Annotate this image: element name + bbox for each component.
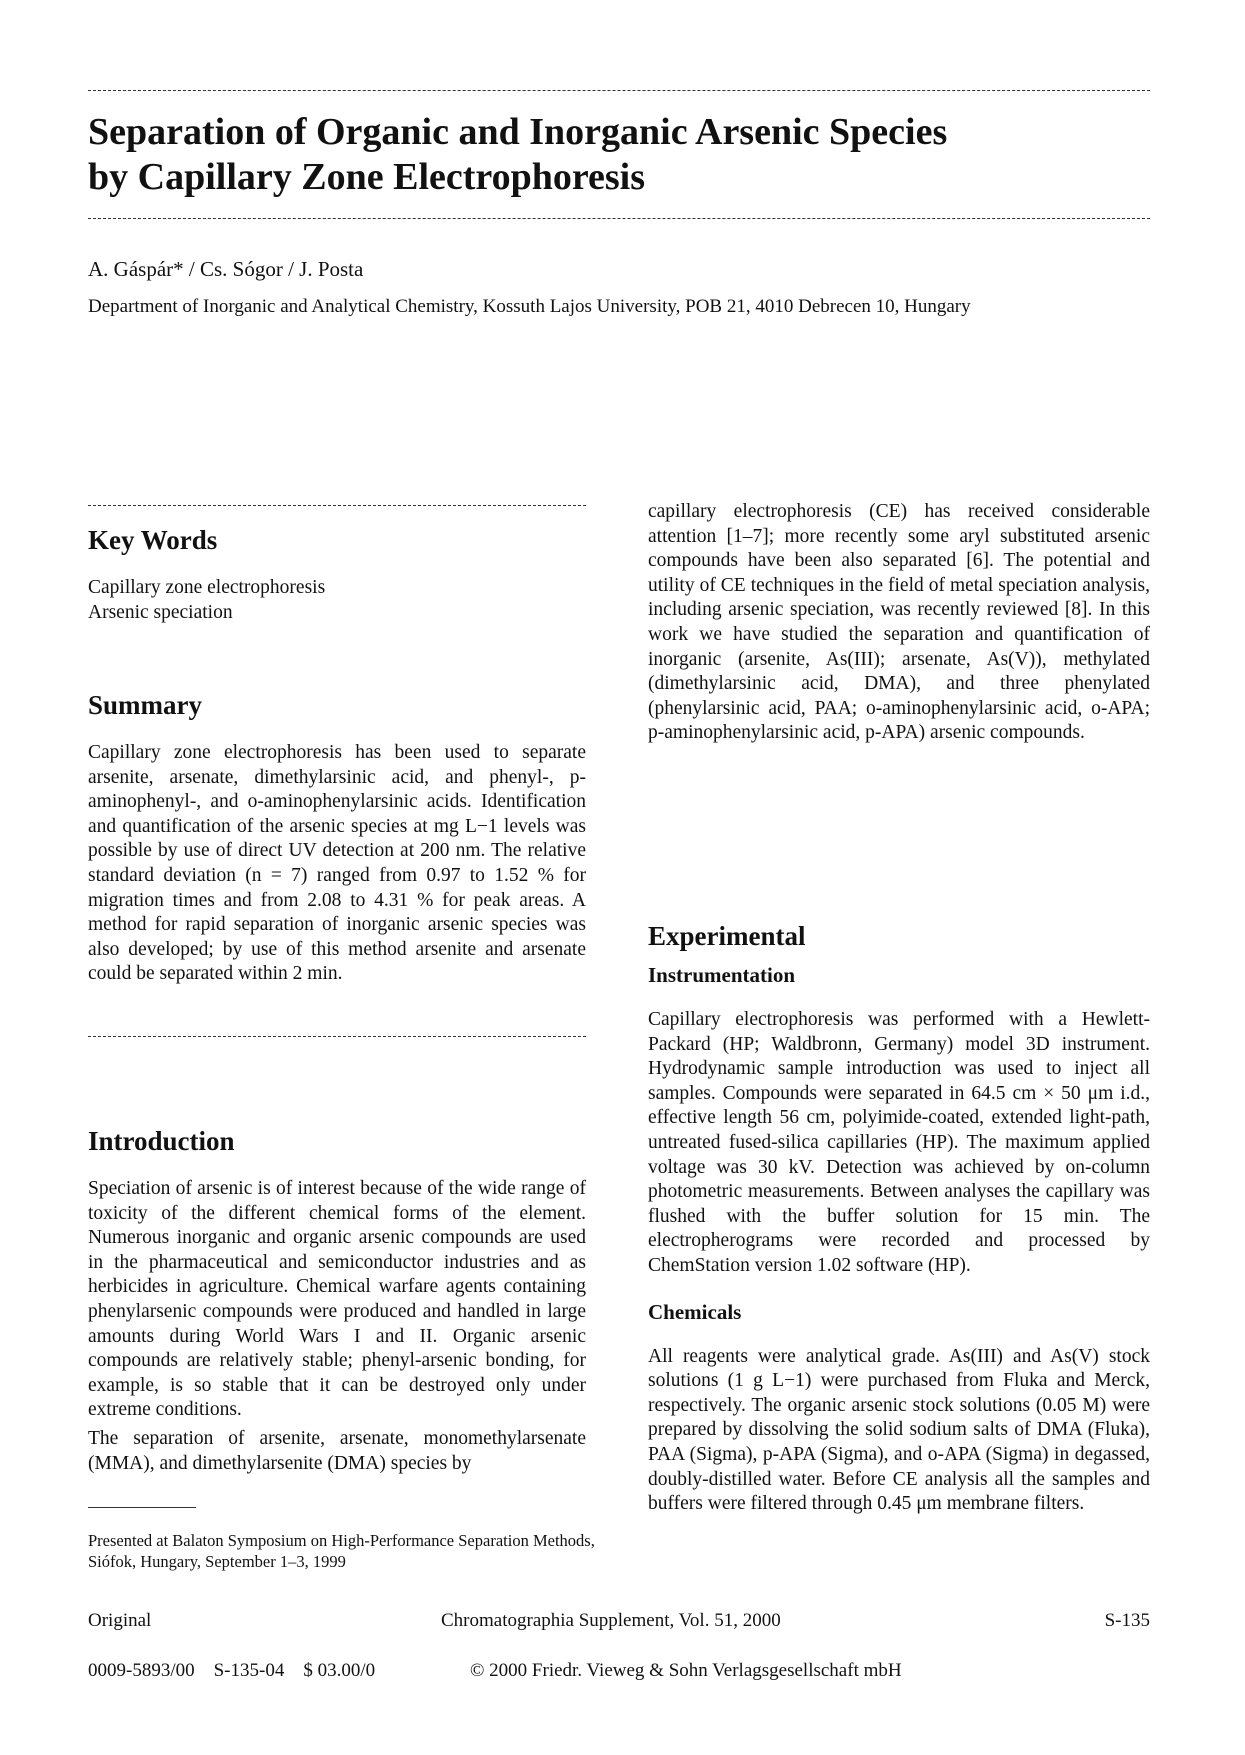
article-code: 0009-5893/00 S-135-04 $ 03.00/0 <box>88 1660 376 1681</box>
experimental-heading: Experimental <box>648 921 806 951</box>
paper-title <box>88 110 1148 200</box>
experimental-section <box>648 920 1150 1517</box>
abstract-rule-bottom <box>88 1036 586 1037</box>
keywords-section <box>88 524 596 625</box>
chemicals-text: All reagents were analytical grade. As(III) and As(V) stock solutions (1 g L−1) were purchased from Fluka and Merck, respectively. The organic arsenic stock solutions (0.05 M) were prepared by dissolving the solid sodium salts of DMA (Fluka), PAA (Sigma), p-APA (Sigma), and o-APA (Sigma) in degassed, doubly-distilled water. Before CE analysis all the samples and buffers were filtered through 0.45 μm membrane filters. <box>648 1345 1150 1515</box>
summary-text: Capillary zone electrophoresis has been used to separate arsenite, arsenate, dimethylarsinic acid, and phenyl-, p-aminophenyl-, and o-aminophenylarsinic acids. Identification and quantification of the arsenic species at mg L−1 levels was possible by use of direct UV detection at 200 nm. The relative standard deviation (n = 7) ranged from 0.97 to 1.52 % for migration times and from 2.08 to 4.31 % for peak areas. A method for rapid separation of inorganic arsenic species was also developed; by use of this method arsenite and arsenate could be separated within 2 min. <box>88 742 586 985</box>
keyword-item: Arsenic speciation <box>88 601 233 623</box>
keywords-heading: Key Words <box>88 525 218 555</box>
page-number: S-135 <box>1104 1610 1150 1631</box>
affiliation: Department of Inorganic and Analytical Chemistry, Kossuth Lajos University, POB 21, 4010 Debrecen 10, Hungary <box>88 296 971 317</box>
footnote-rule <box>88 1507 196 1508</box>
introduction-para-1: Speciation of arsenic is of interest because of the wide range of toxicity of the different chemical forms of the element. Numerous inorganic and organic arsenic compounds are used in the pharmaceutical and semiconductor industries and as herbicides in agriculture. Chemical warfare agents containing phenylarsenic compounds were produced and handled in large amounts during World Wars I and II. Organic arsenic compounds are relatively stable; phenyl-arsenic bonding, for example, is so stable that it can be destroyed only under extreme conditions. <box>88 1178 586 1421</box>
introduction-section <box>88 1125 586 1476</box>
introduction-heading: Introduction <box>88 1126 235 1156</box>
header-rule-top <box>88 90 1150 91</box>
instrumentation-heading: Instrumentation <box>648 963 796 987</box>
header-rule-bottom <box>88 218 1150 219</box>
article-type: Original <box>88 1610 152 1631</box>
authors: A. Gáspár* / Cs. Sógor / J. Posta <box>88 257 364 281</box>
instrumentation-text: Capillary electrophoresis was performed with a Hewlett-Packard (HP; Waldbronn, Germany) model 3D instrument. Hydrodynamic sample introduction was used to inject all samples. Compounds were separated in 64.5 cm × 50 μm i.d., effective length 56 cm, polyimide-coated, extended light-path, untreated fused-silica capillaries (HP). The maximum applied voltage was 30 kV. Detection was achieved by on-column photometric measurements. Between analyses the capillary was flushed with the buffer solution for 15 min. The electropherograms were recorded and processed by ChemStation version 1.02 software (HP). <box>648 1009 1150 1276</box>
keyword-item: Capillary zone electrophoresis <box>88 577 326 598</box>
copyright: © 2000 Friedr. Vieweg & Sohn Verlagsgesellschaft mbH <box>470 1660 902 1681</box>
introduction-continued <box>648 500 1150 746</box>
journal-citation: Chromatographia Supplement, Vol. 51, 2000 <box>441 1610 781 1631</box>
title-line-1: Separation of Organic and Inorganic Arsenic Species <box>88 111 948 153</box>
summary-section <box>88 689 586 987</box>
summary-heading: Summary <box>88 690 202 720</box>
title-line-2: by Capillary Zone Electrophoresis <box>88 156 646 198</box>
abstract-rule-top <box>88 505 586 506</box>
introduction-para-2: The separation of arsenite, arsenate, monomethylarsenate (MMA), and dimethylarsenite (DMA) species by <box>88 1427 586 1474</box>
chemicals-heading: Chemicals <box>648 1299 742 1324</box>
footnote: Presented at Balaton Symposium on High-Performance Separation Methods, Siófok, Hungary, September 1–3, 1999 <box>88 1531 595 1571</box>
introduction-para-2-cont: capillary electrophoresis (CE) has received considerable attention [1–7]; more recently some aryl substituted arsenic compounds have been also separated [6]. The potential and utility of CE techniques in the field of metal speciation analysis, including arsenic speciation, was recently reviewed [8]. In this work we have studied the separation and quantification of inorganic (arsenite, As(III); arsenate, As(V)), methylated (dimethylarsinic acid, DMA), and three phenylated (phenylarsinic acid, PAA; o-aminophenylarsinic acid, o-APA; p-aminophenylarsinic acid, p-APA) arsenic compounds. <box>648 501 1150 744</box>
